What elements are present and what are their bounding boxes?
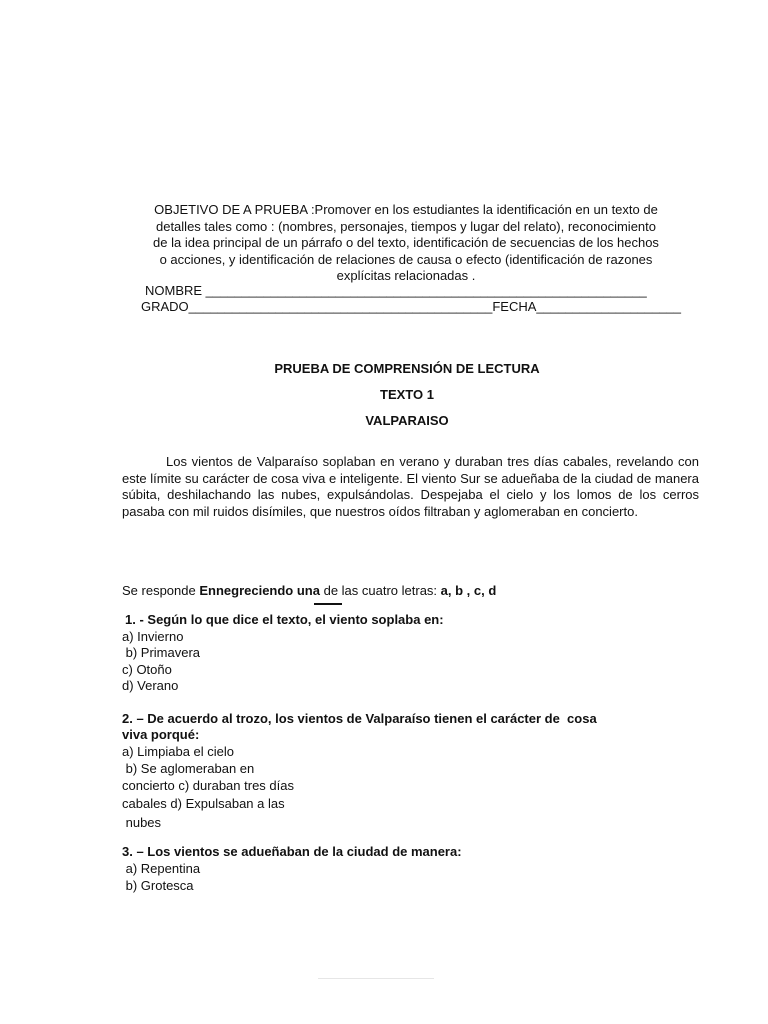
objective-line: explícitas relacionadas . [336, 268, 476, 283]
text-number-heading: TEXTO 1 [380, 387, 434, 402]
paragraph-text: Los vientos de Valparaíso soplaban en verano y duraban tres días cabales, revelando con este límite su carácter de cosa viva e inteligente. El viento Sur se adueñaba de la ciudad de manera súbita, deshilachando las nubes, expulsándolas. Despejaba el cielo y los lomos de los cerros pasaba con mil ruidos disímiles, que nuestros oídos filtraban y aglomeraban en concierto. [122, 454, 699, 519]
instruction-middle: de las cuatro letras: [319, 583, 441, 598]
question-2-line-2: viva porqué: [122, 727, 200, 742]
objective-line: de la idea principal de un párrafo o del texto, identificación de secuencias de los hechos [153, 235, 659, 250]
question-3: 3. – Los vientos se adueñaban de la ciudad de manera: [122, 844, 462, 859]
instruction-line [122, 583, 496, 598]
objective-text [110, 202, 702, 285]
q3-option-b: b) Grotesca [122, 878, 194, 893]
page-divider [318, 978, 434, 979]
question-1: 1. - Según lo que dice el texto, el viento soplaba en: [125, 612, 444, 627]
q1-option-a: a) Invierno [122, 629, 184, 644]
instruction-emphasis: Ennegreciendo una [199, 583, 320, 598]
underline-mark [314, 603, 342, 605]
test-title: PRUEBA DE COMPRENSIÓN DE LECTURA [274, 361, 540, 376]
instruction-options: a, b , c, d [440, 583, 497, 598]
q1-option-c: c) Otoño [122, 662, 172, 677]
text-title: VALPARAISO [365, 413, 449, 428]
nombre-field: NOMBRE _____________________________________________________________ [145, 283, 647, 298]
objective-line: o acciones, y identificación de relaciones de causa o efecto (identificación de razones [159, 251, 653, 267]
instruction-prefix: Se responde [122, 583, 200, 598]
q2-option-line: a) Limpiaba el cielo [122, 744, 235, 759]
question-2-line-1: 2. – De acuerdo al trozo, los vientos de Valparaíso tienen el carácter de cosa [122, 711, 597, 726]
q2-option-line: cabales d) Expulsaban a las [122, 796, 285, 811]
reading-paragraph [122, 454, 699, 520]
objective-line: detalles tales como : (nombres, personajes, tiempos y lugar del relato), reconocimiento [155, 218, 657, 234]
q2-option-line: nubes [122, 815, 162, 830]
objective-line: OBJETIVO DE A PRUEBA :Promover en los estudiantes la identificación en un texto de [154, 202, 658, 217]
grado-fecha-field: GRADO__________________________________________FECHA____________________ [141, 299, 681, 314]
q3-option-a: a) Repentina [122, 861, 201, 876]
q2-option-line: b) Se aglomeraban en [122, 761, 255, 776]
q1-option-d: d) Verano [122, 678, 179, 693]
q2-option-line: concierto c) duraban tres días [122, 778, 294, 793]
q1-option-b: b) Primavera [122, 645, 201, 660]
